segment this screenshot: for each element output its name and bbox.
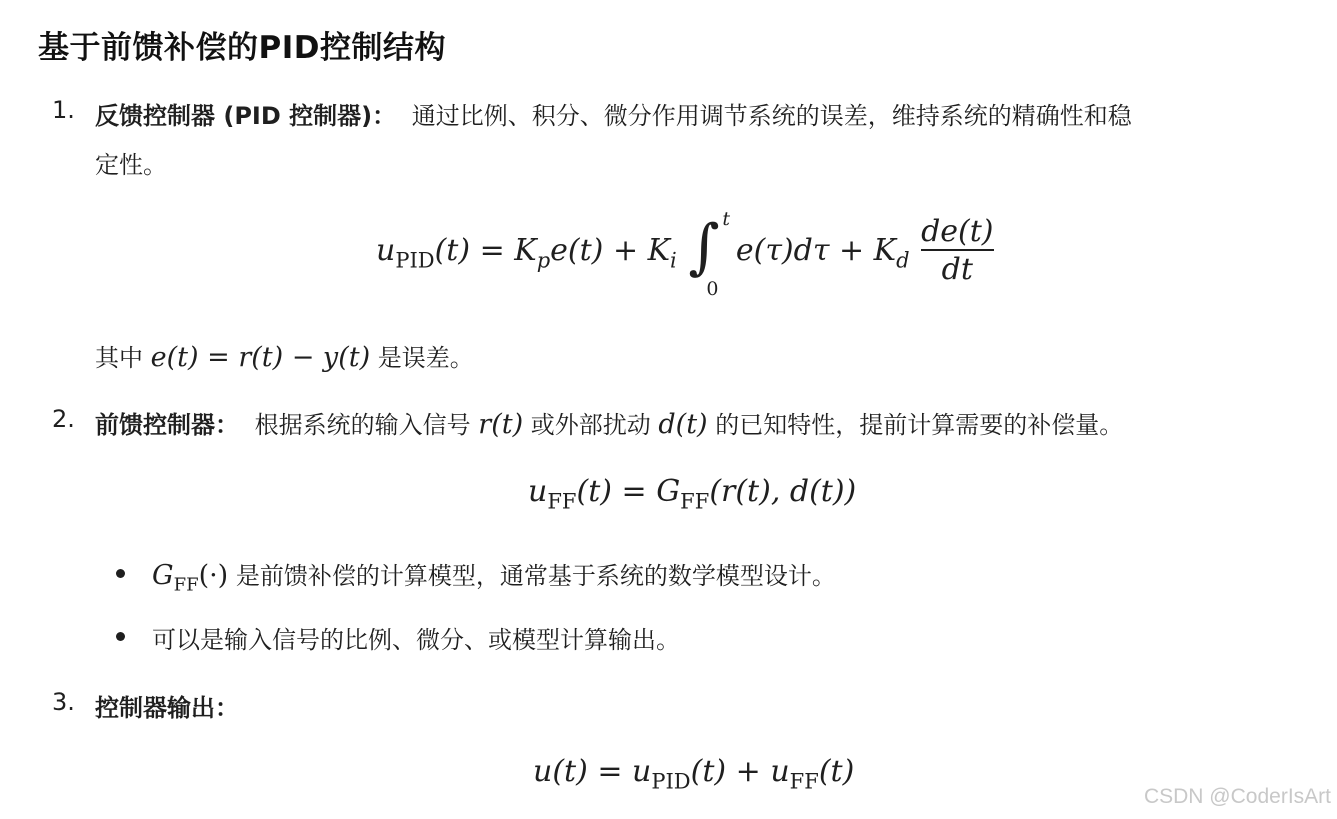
list-number-1: 1. — [52, 96, 75, 124]
bullet-dot-1 — [116, 569, 125, 578]
bullet-item-1: $G_{FF}(\cdot)$ 是前馈补偿的计算模型，通常基于系统的数学模型设计。 — [152, 560, 836, 596]
integral-sign: ∫ t 0 — [688, 208, 730, 300]
bullet-item-2: 可以是输入信号的比例、微分、或模型计算输出。 — [152, 626, 680, 654]
item-1-heading: 反馈控制器 (PID 控制器)： — [95, 102, 397, 130]
bullet-dot-2 — [116, 632, 125, 641]
item-1-line-1 — [95, 96, 1132, 131]
item-1-note: 其中 e(t) = r(t) − y(t) 是误差。 — [95, 342, 474, 373]
item-1-line-2: 定性。 — [95, 151, 167, 179]
derivative-fraction: $\frac{de(t)}{dt}$ — [921, 214, 994, 287]
item-2-line: 前馈控制器： 根据系统的输入信号 r(t) 或外部扰动 d(t) 的已知特性，提前计算需要的补偿量。 — [95, 409, 1124, 440]
page-title: 基于前馈补偿的PID控制结构 — [38, 30, 446, 66]
ff-formula: $u_{FF}(t) = G_{FF}(r(t)$, d(t)) — [528, 474, 857, 514]
pid-formula: $u_{PID}(t) = K_pe(t) + K_i$ ∫ t 0 $e(\tau)d\tau + K_d$ $\frac{de(t)}{dt}$ — [376, 208, 994, 300]
output-formula: $u(t) = u_{PID}(t) + u_{FF}(t)$ — [533, 754, 855, 794]
watermark-text: CSDN @CoderIsArt — [1143, 785, 1331, 808]
list-number-3: 3. — [52, 688, 75, 716]
item-1-text-line-1: 通过比例、积分、微分作用调节系统的误差，维持系统的精确性和稳 — [411, 102, 1132, 130]
item-2-heading: 前馈控制器： — [95, 411, 239, 439]
list-number-2: 2. — [52, 405, 75, 433]
item-3-heading: 控制器输出： — [95, 694, 239, 722]
